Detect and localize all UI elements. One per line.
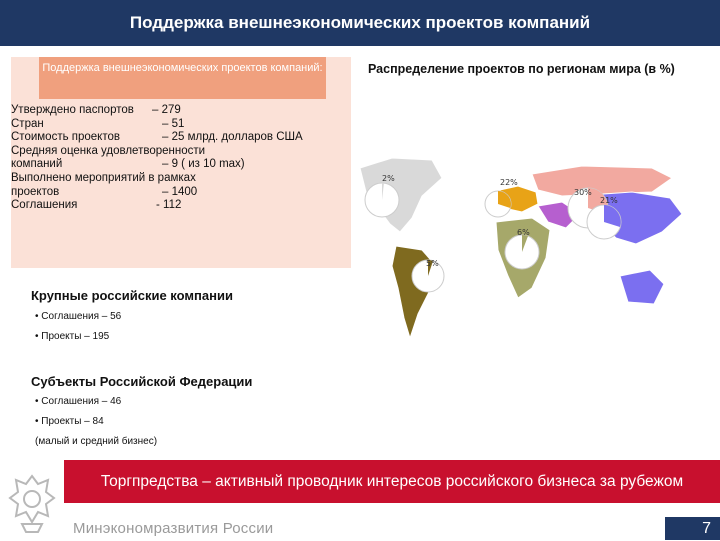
- section-title: Крупные российские компании: [31, 288, 233, 303]
- stat-label: Выполнено мероприятий в рамках: [11, 171, 196, 184]
- regions-section-title: [31, 373, 252, 391]
- companies-section-title: [31, 287, 233, 305]
- ministry-name: Минэкономразвития России: [73, 520, 274, 537]
- pie-asia: [587, 205, 621, 239]
- stat-label: Соглашения: [11, 199, 78, 212]
- pie-africa: [505, 235, 539, 269]
- pie-north-america: [365, 183, 399, 217]
- regions-bullet: • Соглашения – 46: [35, 396, 122, 407]
- projects-summary-panel: [11, 57, 351, 268]
- companies-bullet: • Соглашения – 56: [35, 311, 122, 322]
- pie-europe: [485, 191, 511, 217]
- trade-mission-banner: Торгпредства – активный проводник интересов российского бизнеса за рубежом: [64, 460, 720, 503]
- map-title: Распределение проектов по регионам мира (в %): [368, 62, 675, 76]
- region-oceania: [620, 270, 664, 304]
- companies-bullet: • Проекты – 195: [35, 331, 110, 342]
- map-label: 5%: [426, 259, 439, 268]
- stat-value: – 1400: [162, 185, 198, 198]
- region-russia: [532, 166, 672, 196]
- stat-label: Стоимость проектов: [11, 131, 120, 144]
- slide-title: Поддержка внешнеэкономических проектов компаний: [0, 0, 720, 46]
- stat-label: Средняя оценка удовлетворенности: [11, 144, 206, 157]
- regions-note: (малый и средний бизнес): [35, 436, 158, 447]
- section-title: Субъекты Российской Федерации: [31, 374, 253, 389]
- map-label: 22%: [500, 178, 518, 187]
- stat-value: – 51: [162, 117, 185, 130]
- page-number: 7: [665, 517, 720, 540]
- stat-value: - 112: [156, 199, 182, 212]
- world-map-graphic: [352, 148, 720, 348]
- stat-value: – 279: [152, 104, 181, 116]
- map-label: 21%: [600, 196, 618, 205]
- panel-header: Поддержка внешнеэкономических проектов компаний:: [39, 57, 326, 99]
- stat-label: компаний: [11, 158, 63, 171]
- stat-label: проектов: [11, 185, 60, 198]
- world-map: [352, 148, 720, 348]
- stat-label: Утверждено паспортов: [11, 104, 134, 116]
- map-label: 6%: [517, 228, 530, 237]
- stat-label: Стран: [11, 117, 44, 130]
- stat-value: – 25 млрд. долларов США: [162, 131, 303, 144]
- coat-of-arms-icon: [4, 470, 60, 536]
- map-label: 2%: [382, 174, 395, 183]
- map-label: 30%: [574, 188, 592, 197]
- stat-value: – 9 ( из 10 max): [162, 158, 245, 171]
- regions-bullet: • Проекты – 84: [35, 416, 104, 427]
